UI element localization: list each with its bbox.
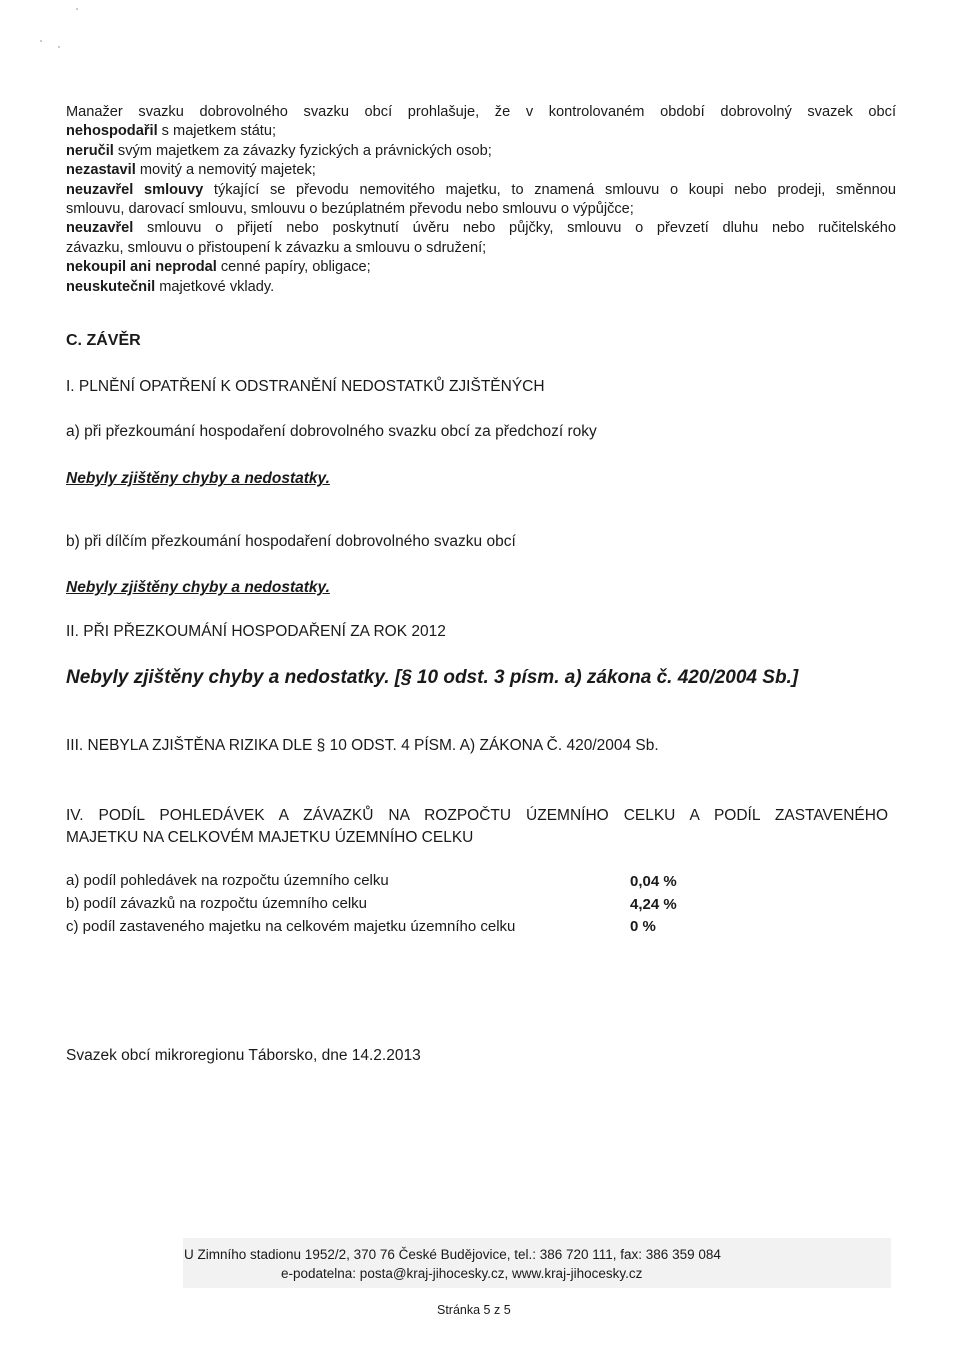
declaration-block [66,103,896,297]
section-1b-text: b) při dílčím přezkoumání hospodaření dobrovolného svazku obcí [66,533,516,550]
declaration-line: nekoupil ani neprodal cenné papíry, obligace; [66,259,371,276]
section-3-heading: III. NEBYLA ZJIŠTĚNA RIZIKA DLE § 10 ODST. 4 PÍSM. A) ZÁKONA Č. 420/2004 Sb. [66,737,659,754]
declaration-line: nezastavil movitý a nemovitý majetek; [66,162,316,179]
footer-address: U Zimního stadionu 1952/2, 370 76 České Budějovice, tel.: 386 720 111, fax: 386 359 084 [184,1247,721,1262]
share-label-receivables: a) podíl pohledávek na rozpočtu územního celku [66,872,389,889]
section-2-heading: II. PŘI PŘEZKOUMÁNÍ HOSPODAŘENÍ ZA ROK 2012 [66,623,446,640]
signature-line: Svazek obcí mikroregionu Táborsko, dne 14.2.2013 [66,1047,421,1064]
scan-speck [58,46,60,48]
section-1a-text: a) při přezkoumání hospodaření dobrovolného svazku obcí za předchozí roky [66,423,597,440]
declaration-line: neuskutečnil majetkové vklady. [66,278,275,295]
section-4-heading-line: MAJETKU NA CELKOVÉM MAJETKU ÚZEMNÍHO CELKU [66,829,474,846]
scan-speck [40,40,42,42]
section-2-result: Nebyly zjištěny chyby a nedostatky. [§ 10 odst. 3 písm. a) zákona č. 420/2004 Sb.] [66,667,799,688]
share-value-pledged-assets: 0 % [630,918,656,935]
section-4-heading [66,805,888,849]
declaration-line: smlouvu, darovací smlouvu, smlouvu o bezúplatném převodu nebo smlouvu o výpůjčce; [66,201,634,218]
declaration-line: Manažer svazku dobrovolného svazku obcí prohlašuje, že v kontrolovaném období dobrovolný svazek obcí [66,104,896,120]
section-1b-result: Nebyly zjištěny chyby a nedostatky. [66,579,330,596]
declaration-line: neuzavřel smlouvy týkající se převodu nemovitého majetku, to znamená smlouvu o koupi nebo prodeji, směnnou [66,181,897,198]
section-1-heading: I. PLNĚNÍ OPATŘENÍ K ODSTRANĚNÍ NEDOSTATKŮ ZJIŠTĚNÝCH [66,378,545,395]
section-1a-result: Nebyly zjištěny chyby a nedostatky. [66,470,330,487]
declaration-line: nehospodařil s majetkem státu; [66,123,277,140]
declaration-line: neuzavřel smlouvu o přijetí nebo poskytnutí úvěru nebo půjčky, smlouvu o převzetí dluhu nebo ručitelského [66,220,896,237]
share-value-liabilities: 4,24 % [630,896,677,913]
declaration-line: neručil svým majetkem za závazky fyzických a právnických osob; [66,142,492,159]
page-number: Stránka 5 z 5 [437,1303,511,1317]
conclusion-heading: C. ZÁVĚR [66,332,141,349]
footer-contact: e-podatelna: posta@kraj-jihocesky.cz, www.kraj-jihocesky.cz [281,1266,643,1281]
share-label-liabilities: b) podíl závazků na rozpočtu územního celku [66,895,368,912]
share-value-receivables: 0,04 % [630,873,677,890]
share-label-pledged-assets: c) podíl zastaveného majetku na celkovém majetku územního celku [66,918,516,935]
section-4-heading-line: IV. PODÍL POHLEDÁVEK A ZÁVAZKŮ NA ROZPOČTU ÚZEMNÍHO CELKU A PODÍL ZASTAVENÉHO [66,807,888,824]
declaration-line: závazku, smlouvu o přistoupení k závazku a smlouvu o sdružení; [66,239,487,256]
scan-speck [76,8,78,10]
